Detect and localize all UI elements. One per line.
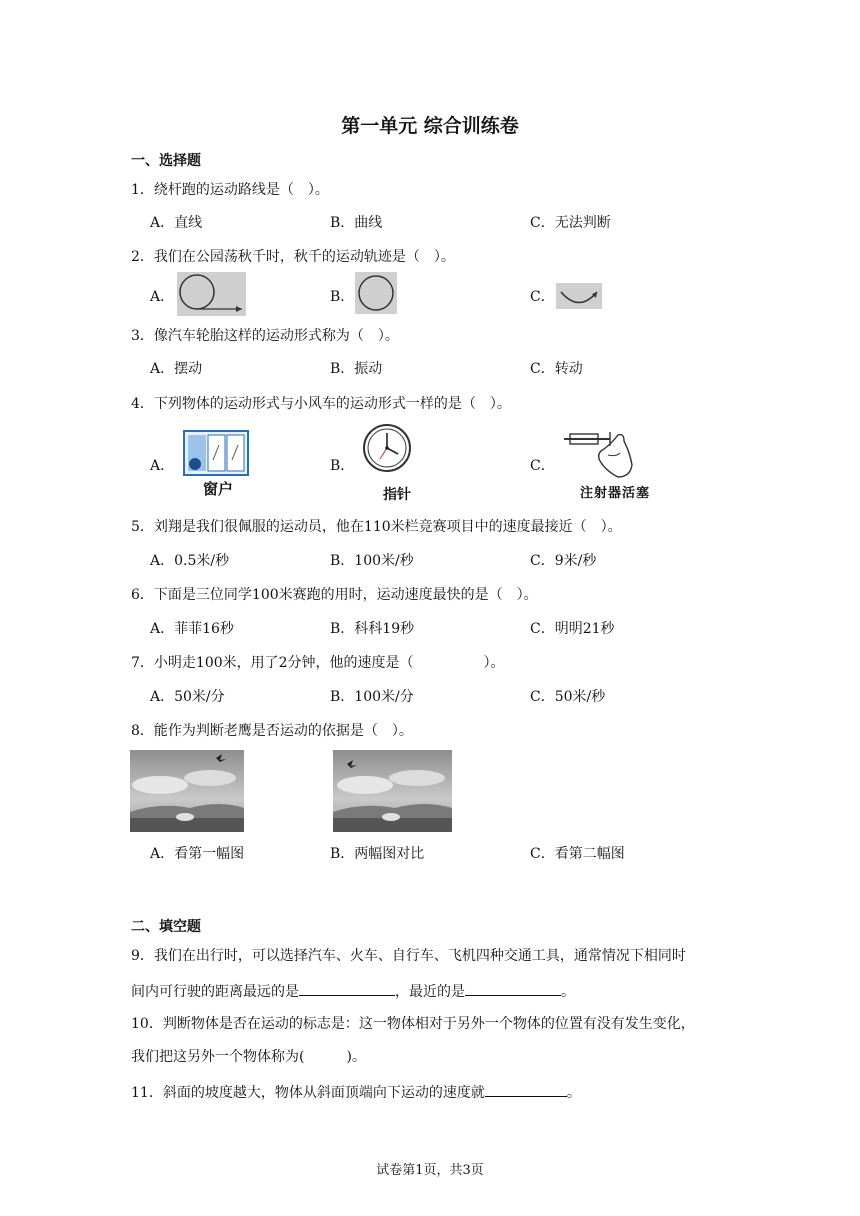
q4-image-a-window-icon <box>183 430 249 476</box>
q2-option-a: A． <box>150 289 175 305</box>
q5-option-a: A．0.5米/秒 <box>150 553 230 569</box>
question-3: 3．像汽车轮胎这样的运动形式称为（ ）。 <box>131 328 399 344</box>
q6-option-b: B．科科19秒 <box>330 621 415 637</box>
section-choice-heading: 一、选择题 <box>131 153 201 169</box>
question-9-line-1: 9．我们在出行时，可以选择汽车、火车、自行车、飞机四种交通工具，通常情况下相同时 <box>131 948 686 964</box>
q6-option-a: A．菲菲16秒 <box>150 621 234 637</box>
q7-option-a: A．50米/分 <box>150 689 225 705</box>
q9-text-a: 间内可行驶的距离最远的是 <box>131 984 299 1000</box>
question-9-line-2 <box>131 981 575 1001</box>
question-7: 7．小明走100米，用了2分钟，他的速度是（ ）。 <box>131 655 505 671</box>
q8-option-a: A．看第一幅图 <box>150 846 245 862</box>
q8-photo-1-eagle-landscape <box>130 750 244 832</box>
q11-text-b: 。 <box>566 1085 581 1101</box>
q3-option-b: B．振动 <box>330 361 383 377</box>
q5-option-c: C．9米/秒 <box>530 553 597 569</box>
page-title: 第一单元 综合训练卷 <box>341 115 519 137</box>
question-10-line-1: 10．判断物体是否在运动的标志是：这一物体相对于另外一个物体的位置有没有发生变化， <box>131 1016 695 1032</box>
q4-image-b-clock-icon <box>362 421 412 483</box>
q1-option-a: A．直线 <box>150 215 203 231</box>
q4-option-a: A． <box>150 458 175 474</box>
q4-caption-c: 注射器活塞 <box>580 486 651 501</box>
q9-answer-blank-nearest[interactable] <box>465 981 561 996</box>
q11-answer-blank[interactable] <box>485 1082 567 1097</box>
q4-caption-b: 指针 <box>383 487 411 503</box>
page-footer: 试卷第1页，共3页 <box>376 1163 484 1178</box>
question-2: 2．我们在公园荡秋千时，秋千的运动轨迹是（ ）。 <box>131 249 455 265</box>
q9-text-b: ，最近的是 <box>395 984 465 1000</box>
q7-option-b: B．100米/分 <box>330 689 414 705</box>
q4-caption-a: 窗户 <box>203 480 234 498</box>
question-1: 1．绕杆跑的运动路线是（ ）。 <box>131 182 329 198</box>
q4-option-c: C． <box>530 458 555 474</box>
q1-option-b: B．曲线 <box>330 215 383 231</box>
q8-photo-2-eagle-landscape <box>333 750 452 832</box>
q11-text-a: 11．斜面的坡度越大，物体从斜面顶端向下运动的速度就 <box>131 1085 485 1101</box>
question-6: 6．下面是三位同学100米赛跑的用时，运动速度最快的是（ ）。 <box>131 587 538 603</box>
question-4: 4．下列物体的运动形式与小风车的运动形式一样的是（ ）。 <box>131 396 511 412</box>
question-10-line-2: 我们把这另外一个物体称为( )。 <box>131 1049 366 1065</box>
q2-image-b-circle <box>355 272 397 314</box>
q7-option-c: C．50米/秒 <box>530 689 606 705</box>
q3-option-c: C．转动 <box>530 361 583 377</box>
q1-option-c: C．无法判断 <box>530 215 611 231</box>
q8-option-c: C．看第二幅图 <box>530 846 625 862</box>
q5-option-b: B．100米/秒 <box>330 553 414 569</box>
q4-image-c-syringe-hand-icon <box>560 425 640 483</box>
q8-option-b: B．两幅图对比 <box>330 846 425 862</box>
question-5: 5．刘翔是我们很佩服的运动员，他在110米栏竞赛项目中的速度最接近（ ）。 <box>131 519 622 535</box>
q2-option-b: B． <box>330 289 355 305</box>
q9-answer-blank-farthest[interactable] <box>299 981 395 996</box>
q2-option-c: C． <box>530 289 555 305</box>
q6-option-c: C．明明21秒 <box>530 621 615 637</box>
question-11 <box>131 1082 581 1102</box>
q4-option-b: B． <box>330 458 355 474</box>
q2-image-a-circle-with-arrow <box>177 272 246 316</box>
section-fill-heading: 二、填空题 <box>131 919 201 935</box>
question-8: 8．能作为判断老鹰是否运动的依据是（ ）。 <box>131 723 413 739</box>
q3-option-a: A．摆动 <box>150 361 203 377</box>
q2-image-c-arc <box>556 283 602 309</box>
q9-text-c: 。 <box>561 984 575 1000</box>
